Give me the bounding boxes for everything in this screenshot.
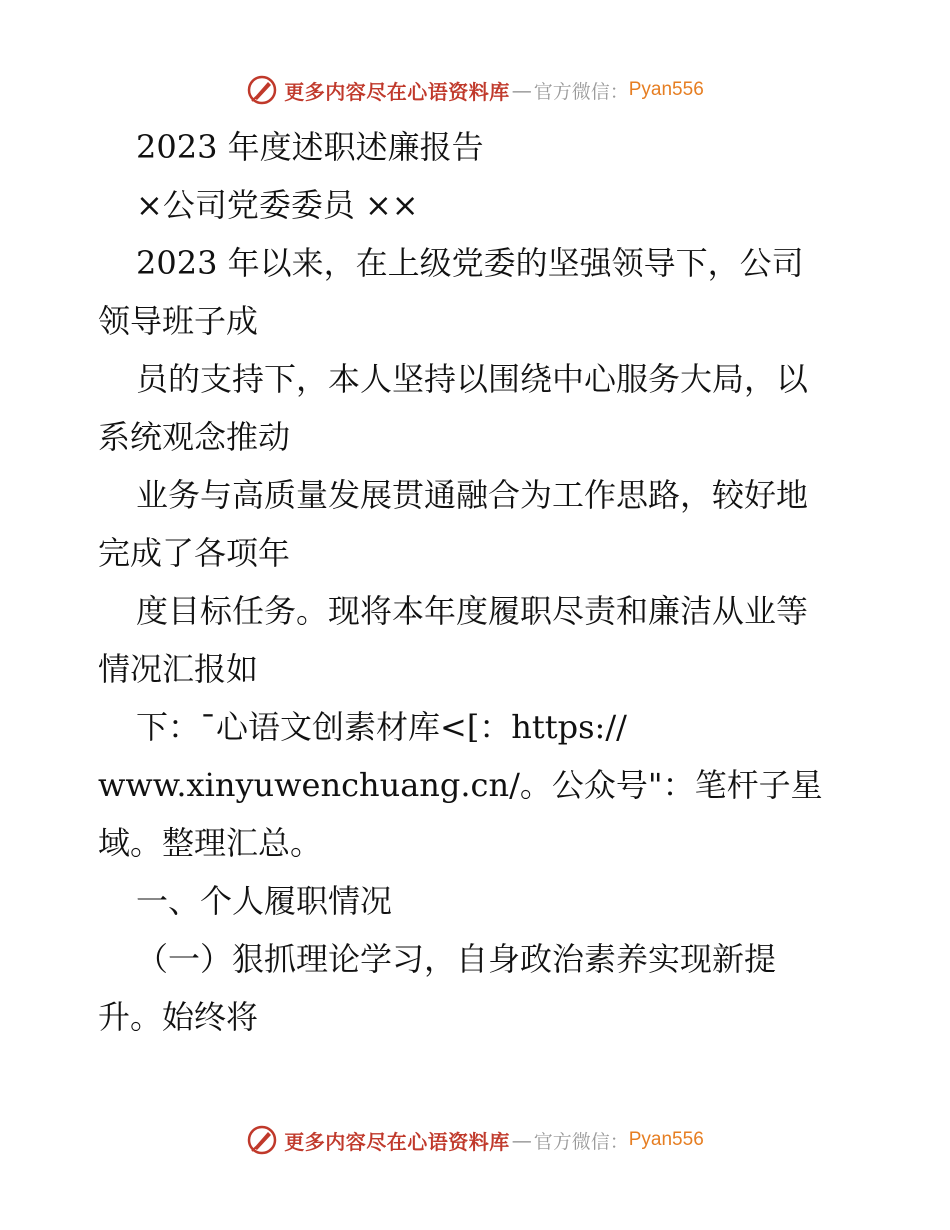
doc-paragraph-line: 情况汇报如 <box>98 650 259 688</box>
header-watermark-banner <box>0 70 950 110</box>
doc-title: 2023 年度述职述廉报告 <box>136 128 484 166</box>
banner-text: 更多内容尽在心语资料库 <box>284 1129 510 1154</box>
banner-separator: — <box>511 1128 532 1152</box>
doc-paragraph-line: 完成了各项年 <box>98 534 291 572</box>
doc-subsection-heading: （一）狠抓理论学习，自身政治素养实现新提 <box>136 940 777 978</box>
doc-paragraph-line: 2023 年以来，在上级党委的坚强领导下，公司 <box>136 244 804 282</box>
doc-paragraph-line: 业务与高质量发展贯通融合为工作思路，较好地 <box>136 476 809 514</box>
quill-logo-icon <box>246 74 278 106</box>
doc-paragraph-line: 升。始终将 <box>98 998 259 1036</box>
banner-wechat-label: 官方微信： <box>533 80 629 103</box>
doc-paragraph-line: 系统观念推动 <box>98 418 291 456</box>
quill-logo-icon <box>246 1124 278 1156</box>
document-body <box>98 118 858 1046</box>
doc-paragraph-line: 下：¯心语文创素材库<[：https:// <box>136 708 627 746</box>
doc-author: ×公司党委委员 ×× <box>136 186 419 224</box>
banner-wechat-label: 官方微信： <box>533 1130 629 1153</box>
doc-paragraph-line: 领导班子成 <box>98 302 259 340</box>
banner-wechat-id: Pyan556 <box>628 79 704 100</box>
footer-watermark-banner <box>0 1120 950 1160</box>
doc-section-heading: 一、个人履职情况 <box>136 882 393 920</box>
doc-paragraph-line: 域。整理汇总。 <box>98 824 323 862</box>
banner-wechat-id: Pyan556 <box>628 1129 704 1150</box>
doc-paragraph-line: 员的支持下，本人坚持以围绕中心服务大局，以 <box>136 360 809 398</box>
banner-separator: — <box>511 78 532 102</box>
doc-paragraph-line: www.xinyuwenchuang.cn/。公众号"：笔杆子星 <box>98 766 823 804</box>
doc-paragraph-line: 度目标任务。现将本年度履职尽责和廉洁从业等 <box>136 592 809 630</box>
banner-text: 更多内容尽在心语资料库 <box>284 79 510 104</box>
